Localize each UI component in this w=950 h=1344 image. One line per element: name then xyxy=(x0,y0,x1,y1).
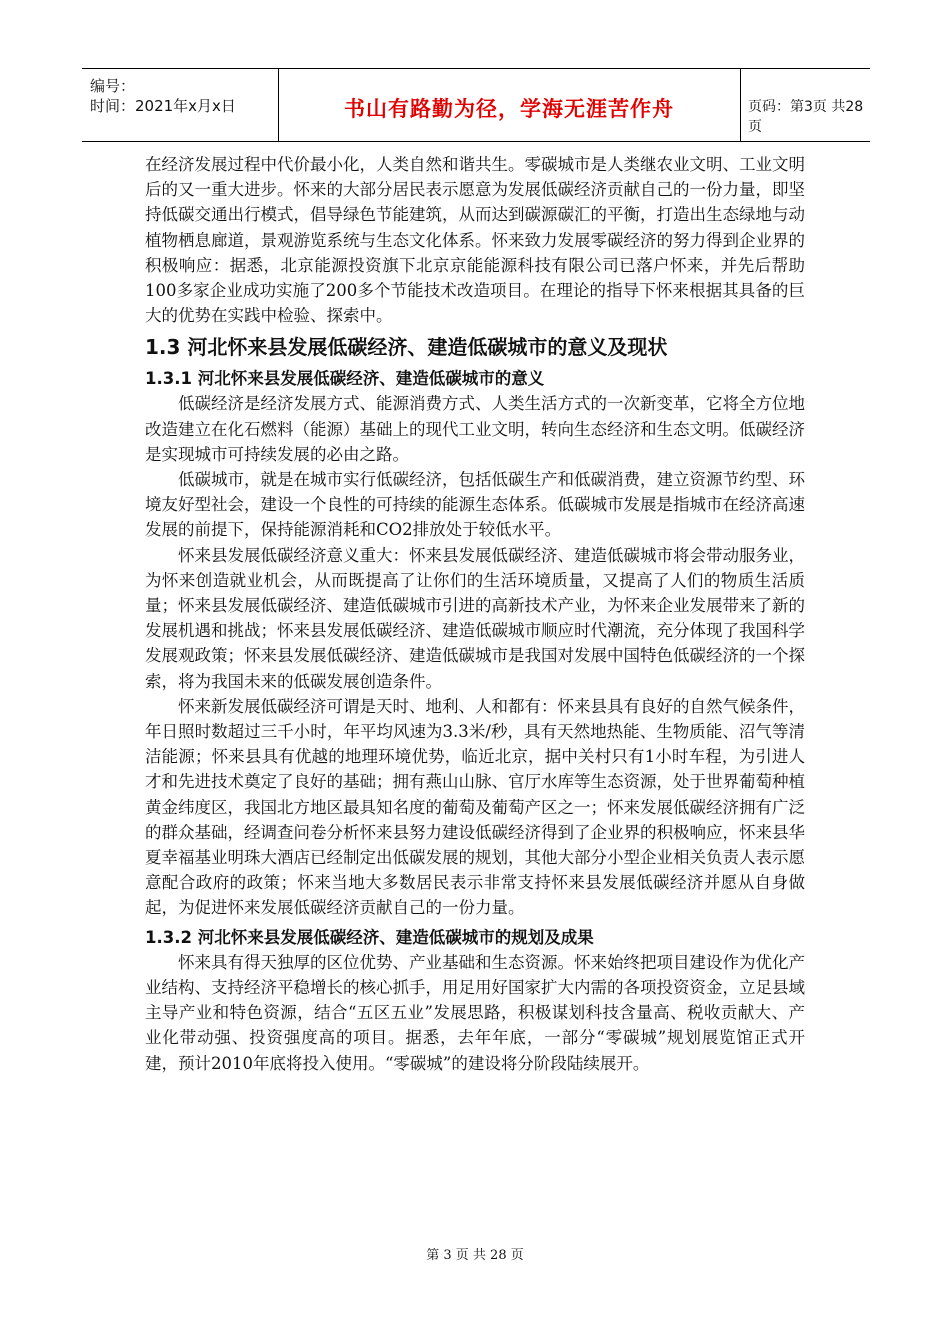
paragraph-significance: 怀来县发展低碳经济意义重大：怀来县发展低碳经济、建造低碳城市将会带动服务业，为怀来创造就业机会，从而既提高了让你们的生活环境质量，又提高了人们的物质生活质量；怀来县发展低碳经济、建造低碳城市引进的高新技术产业，为怀来企业发展带来了新的发展机遇和挑战；怀来县发展低碳经济、建造低碳城市顺应时代潮流，充分体现了我国科学发展观政策；怀来县发展低碳经济、建造低碳城市是我国对发展中国特色低碳经济的一个探索，将为我国未来的低碳发展创造条件。 xyxy=(145,545,805,691)
number-label: 编号： xyxy=(90,77,136,95)
page-header xyxy=(82,68,870,142)
subsection-heading-1-3-2: 1.3.2 河北怀来县发展低碳经济、建造低碳城市的规划及成果 xyxy=(145,927,594,947)
paragraph-low-carbon-city: 低碳城市，就是在城市实行低碳经济，包括低碳生产和低碳消费，建立资源节约型、环境友好型社会，建设一个良性的可持续的能源生态体系。低碳城市发展是指城市在经济高速发展的前提下，保持能源消耗和CO2排放处于较低水平。 xyxy=(145,470,805,540)
intro-paragraph: 在经济发展过程中代价最小化，人类自然和谐共生。零碳城市是人类继农业文明、工业文明后的又一重大进步。怀来的大部分居民表示愿意为发展低碳经济贡献自己的一份力量，即坚持低碳交通出行模式，倡导绿色节能建筑，从而达到碳源碳汇的平衡，打造出生态绿地与动植物栖息廊道，景观游览系统与生态文化体系。怀来致力发展零碳经济的努力得到企业界的积极响应：据悉，北京能源投资旗下北京京能能源科技有限公司已落户怀来，并先后帮助100多家企业成功实施了200多个节能技术改造项目。在理论的指导下怀来根据其具备的巨大的优势在实践中检验、探索中。 xyxy=(145,155,805,326)
time-label: 时间：2021年x月x日 xyxy=(90,97,236,115)
page-footer: 第 3 页 共 28 页 xyxy=(426,1248,524,1263)
paragraph-low-carbon-economy: 低碳经济是经济发展方式、能源消费方式、人类生活方式的一次新变革，它将全方位地改造建立在化石燃料（能源）基础上的现代工业文明，转向生态经济和生态文明。低碳经济是实现城市可持续发展的必由之路。 xyxy=(145,394,805,464)
motto-text: 书山有路勤为径，学海无涯苦作舟 xyxy=(344,97,674,121)
header-motto-cell xyxy=(278,69,741,141)
paragraph-planning: 怀来具有得天独厚的区位优势、产业基础和生态资源。怀来始终把项目建设作为优化产业结构、支持经济平稳增长的核心抓手，用足用好国家扩大内需的各项投资资金，立足县域主导产业和特色资源，结合“五区五业”发展思路，积极谋划科技含量高、税收贡献大、产业化带动强、投资强度高的项目。据悉，去年年底，一部分“零碳城”规划展览馆正式开建，预计2010年底将投入使用。“零碳城”的建设将分阶段陆续展开。 xyxy=(145,952,805,1073)
paragraph-advantages: 怀来新发展低碳经济可谓是天时、地利、人和都有：怀来县具有良好的自然气候条件，年日照时数超过三千小时，年平均风速为3.3米/秒，具有天然地热能、生物质能、沼气等清洁能源；怀来县具有优越的地理环境优势，临近北京，据中关村只有1小时车程，为引进人才和先进技术奠定了良好的基础；拥有燕山山脉、官厅水库等生态资源，处于世界葡萄种植黄金纬度区，我国北方地区最具知名度的葡萄及葡萄产区之一；怀来发展低碳经济拥有广泛的群众基础，经调查问卷分析怀来县努力建设低碳经济得到了企业界的积极响应，怀来县华夏幸福基业明珠大酒店已经制定出低碳发展的规划，其他大部分小型企业相关负责人表示愿意配合政府的政策；怀来当地大多数居民表示非常支持怀来县发展低碳经济并愿从自身做起，为促进怀来发展低碳经济贡献自己的一份力量。 xyxy=(145,696,805,918)
page-label: 页码：第3页 共28页 xyxy=(748,99,864,135)
header-info-cell xyxy=(82,69,279,141)
header-page-cell xyxy=(740,69,870,141)
subsection-heading-1-3-1: 1.3.1 河北怀来县发展低碳经济、建造低碳城市的意义 xyxy=(145,369,545,389)
document-body xyxy=(145,152,805,1076)
section-heading-1-3: 1.3 河北怀来县发展低碳经济、建造低碳城市的意义及现状 xyxy=(145,335,668,360)
